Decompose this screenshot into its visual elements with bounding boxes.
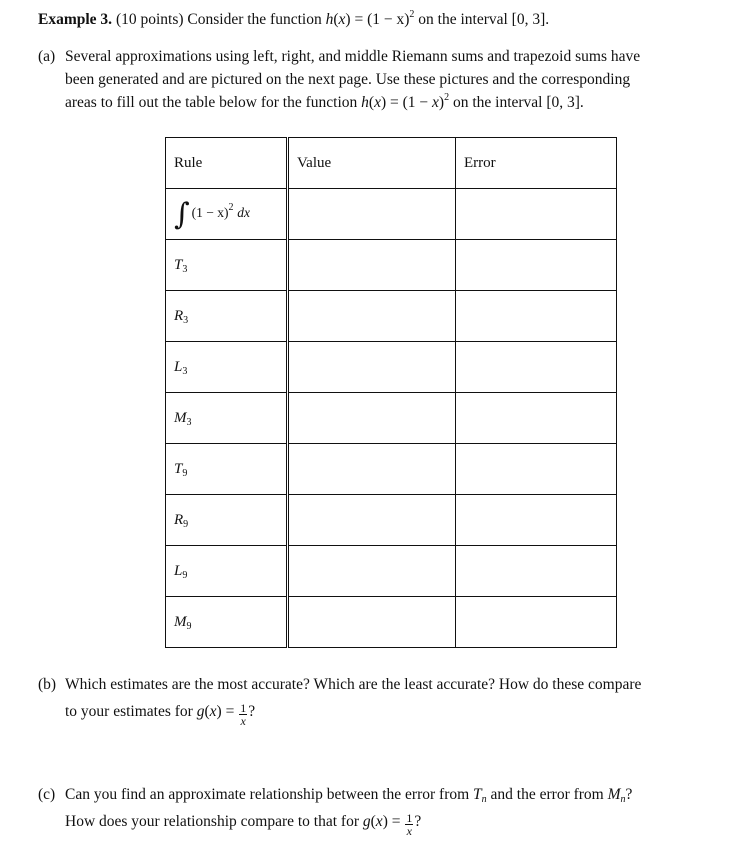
value-cell[interactable] xyxy=(288,597,456,648)
error-cell[interactable] xyxy=(456,444,617,495)
table-row xyxy=(166,597,617,648)
integral-dx: dx xyxy=(237,204,250,220)
rule-cell: $M_9$ xyxy=(166,597,288,648)
points-label: (10 points) xyxy=(115,11,184,28)
table-header-row xyxy=(166,138,617,189)
error-cell[interactable] xyxy=(456,342,617,393)
rule-cell: $R_3$ xyxy=(166,291,288,342)
error-cell[interactable] xyxy=(456,393,617,444)
integral-rule-cell: ∫ $(1 - x)^2$ dx xyxy=(166,189,288,240)
part-c-line-2-pre: How does your relationship compare to that for xyxy=(65,813,359,830)
value-cell[interactable] xyxy=(288,444,456,495)
table-row xyxy=(166,291,617,342)
value-cell[interactable] xyxy=(288,393,456,444)
value-cell[interactable] xyxy=(288,495,456,546)
table-row xyxy=(166,444,617,495)
value-cell[interactable] xyxy=(288,546,456,597)
error-cell[interactable] xyxy=(456,495,617,546)
value-cell[interactable] xyxy=(288,291,456,342)
header-value: Value xyxy=(288,138,456,189)
header-rule: Rule xyxy=(166,138,288,189)
part-a-line-3-pre: areas to fill out the table below for the function xyxy=(65,94,358,111)
part-a-line-3: areas to fill out the table below for the function $h(x) = (1 - x)^2$ on the interval [0, 3]. xyxy=(65,92,584,111)
part-c-line-1-pre: Can you find an approximate relationship between the error from xyxy=(65,786,470,803)
one-over-x-fraction: $\frac{1}{x}$ xyxy=(240,701,247,728)
table-row xyxy=(166,189,617,240)
part-b-line-2: to your estimates for g(x) = $\frac{1}{x}$ ? xyxy=(65,701,256,728)
table-row xyxy=(166,495,617,546)
approximation-table xyxy=(165,137,617,648)
integral-expression: (1 − x) xyxy=(191,204,229,220)
part-c-line-2: How does your relationship compare to that for g(x) = $\frac{1}{x}$ ? xyxy=(65,811,422,838)
part-c-line-1: Can you find an approximate relationship between the error from $T_n$ and the error from $M_n$? xyxy=(65,786,633,805)
function-expression: (1 − x) xyxy=(367,11,410,28)
example-heading: Example 3. (10 points) Consider the function $h(x) = (1 - x)^2$ on the interval [0, 3]. xyxy=(38,9,550,28)
error-cell[interactable] xyxy=(456,597,617,648)
error-cell[interactable] xyxy=(456,189,617,240)
part-b-line-2-pre: to your estimates for xyxy=(65,703,193,720)
integral-sign: ∫ xyxy=(174,196,190,232)
rule-cell: $L_9$ xyxy=(166,546,288,597)
heading-text-2: on the interval [0, 3]. xyxy=(418,11,550,28)
part-a-line-3-post: on the interval [0, 3]. xyxy=(452,94,584,111)
rule-cell: $L_3$ xyxy=(166,342,288,393)
part-c-tag: (c) xyxy=(38,786,56,803)
function-name: h xyxy=(325,11,334,28)
part-c-line-1-mid: and the error from xyxy=(490,786,604,803)
rule-cell: $T_9$ xyxy=(166,444,288,495)
part-a-tag: (a) xyxy=(38,48,56,65)
rule-cell: $R_9$ xyxy=(166,495,288,546)
part-a-line-2: been generated and are pictured on the next page. Use these pictures and the corresponding xyxy=(65,71,631,88)
table-row xyxy=(166,342,617,393)
error-cell[interactable] xyxy=(456,240,617,291)
value-cell[interactable] xyxy=(288,342,456,393)
table-row xyxy=(166,546,617,597)
error-cell[interactable] xyxy=(456,546,617,597)
part-b-tag: (b) xyxy=(38,676,57,693)
value-cell[interactable] xyxy=(288,240,456,291)
value-cell[interactable] xyxy=(288,189,456,240)
example-label: Example 3. xyxy=(38,11,113,28)
table-row xyxy=(166,240,617,291)
header-error: Error xyxy=(456,138,617,189)
heading-text-1: Consider the function xyxy=(187,11,322,28)
error-cell[interactable] xyxy=(456,291,617,342)
part-b-line-1: Which estimates are the most accurate? Which are the least accurate? How do these compare xyxy=(65,676,642,693)
rule-cell: $M_3$ xyxy=(166,393,288,444)
rule-cell: $T_3$ xyxy=(166,240,288,291)
one-over-x-fraction: $\frac{1}{x}$ xyxy=(406,811,413,838)
part-a-line-1: Several approximations using left, right, and middle Riemann sums and trapezoid sums have xyxy=(65,48,641,65)
table-row xyxy=(166,393,617,444)
